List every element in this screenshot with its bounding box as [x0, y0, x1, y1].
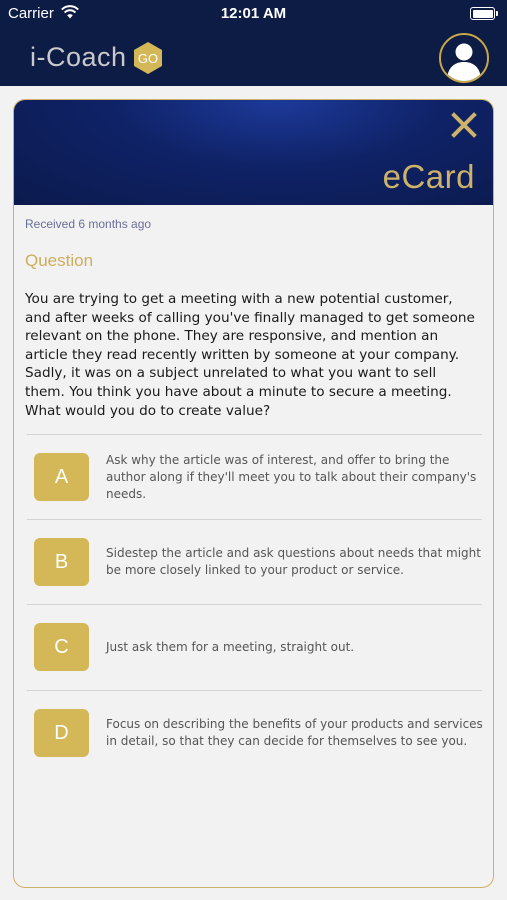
logo-go-badge: [131, 40, 165, 76]
ecard-panel: [13, 99, 494, 888]
ecard-title: eCard: [382, 158, 475, 195]
answer-option-b[interactable]: [14, 520, 493, 604]
user-avatar-icon: [441, 35, 487, 81]
answer-option-a[interactable]: [14, 435, 493, 519]
answer-option-c[interactable]: [14, 605, 493, 689]
option-text: Focus on describing the benefits of your products and services in detail, so that they can decide for themselves to see you.: [106, 717, 483, 748]
ecard-header: [14, 100, 493, 205]
option-letter-badge: B: [34, 538, 89, 586]
carrier-label: Carrier: [8, 5, 54, 22]
option-letter-badge: A: [34, 453, 89, 501]
status-bar: [0, 0, 507, 28]
battery-icon: [470, 7, 495, 20]
logo-text: i-Coach: [30, 42, 127, 72]
option-letter-badge: C: [34, 623, 89, 671]
top-nav-bar: [0, 28, 507, 86]
clock: 12:01 AM: [220, 5, 287, 22]
close-icon[interactable]: [451, 112, 477, 138]
option-text: Just ask them for a meeting, straight out.: [106, 639, 355, 654]
option-text: Ask why the article was of interest, and offer to bring the author along if they'll meet you to talk about their company's needs.: [106, 452, 477, 501]
user-avatar-button[interactable]: [439, 33, 489, 83]
received-timestamp: Received 6 months ago: [25, 217, 152, 231]
option-letter-badge: D: [34, 709, 89, 757]
option-text: Sidestep the article and ask questions about needs that might be more closely linked to your product or service.: [106, 546, 481, 577]
question-label: Question: [25, 251, 94, 270]
question-text: You are trying to get a meeting with a new potential customer, and after weeks of calling you've finally managed to get someone relevant on the phone. They are responsive, and mention an article they read recently written by someone at your company. Sadly, it was on a subject unrelated to what you want to sell them. You think you have about a minute to secure a meeting. What would you do to create value?: [25, 291, 475, 419]
answer-option-d[interactable]: [14, 691, 493, 775]
svg-text:GO: GO: [137, 51, 159, 66]
